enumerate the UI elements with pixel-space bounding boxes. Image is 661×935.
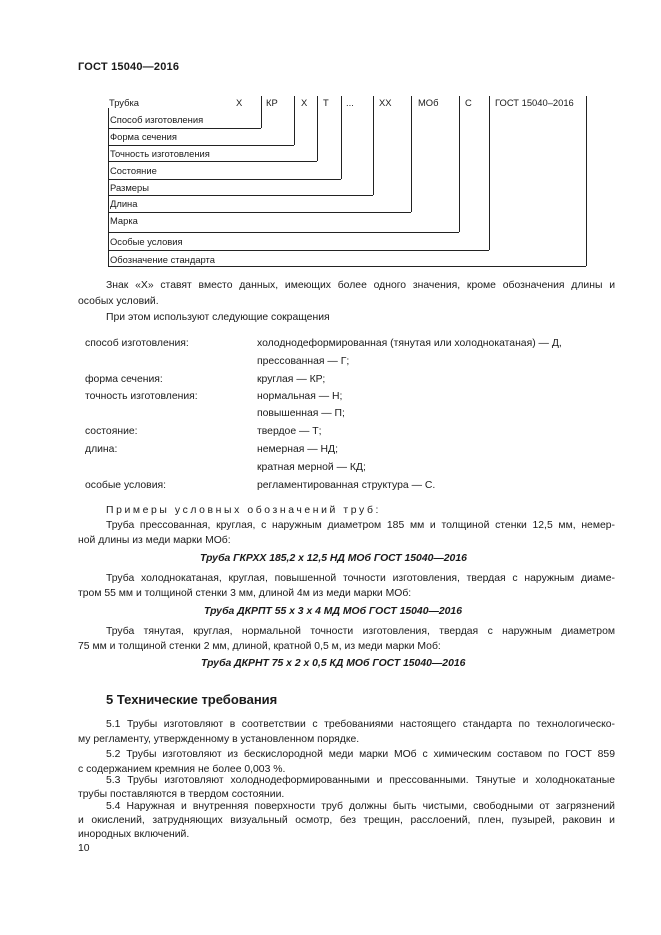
abbrev-accuracy-label: точность изготовления: (85, 391, 198, 402)
para-5-2-line-2: с содержанием кремния не более 0,003 %. (78, 764, 286, 775)
example-2-designation: Труба ДКРПТ 55 х 3 х 4 МД МОб ГОСТ 15040—2016 (204, 606, 462, 617)
scheme-leader-shape (294, 96, 295, 145)
section-5-title: 5 Технические требования (106, 692, 278, 707)
scheme-code-state: Т (323, 97, 329, 108)
intro-line-3: При этом используют следующие сокращения (106, 312, 330, 323)
scheme-hline-method (108, 128, 261, 129)
abbrev-length-value-2: кратная мерной — КД; (257, 462, 366, 473)
scheme-row-length: Длина (110, 198, 138, 209)
example-2-line-1: Труба холоднокатаная, круглая, повышенной точности изготовления, твердая с наружным диаме- (106, 573, 615, 584)
scheme-hline-accuracy (108, 161, 317, 162)
scheme-code-length: XX (379, 97, 392, 108)
example-1-designation: Труба ГКРХХ 185,2 х 12,5 НД МОб ГОСТ 15040—2016 (200, 553, 467, 564)
page-number: 10 (78, 843, 90, 854)
abbrev-state-label: состояние: (85, 426, 138, 437)
scheme-row-sizes: Размеры (110, 182, 149, 193)
scheme-row-shape: Форма сечения (110, 131, 177, 142)
para-5-4-line-3: инородных включений. (78, 829, 190, 840)
example-3-line-2: 75 мм и толщиной стенки 2 мм, длиной, кратной 0,5 м, из меди марки Моб: (78, 641, 441, 652)
scheme-hline-sizes (108, 195, 373, 196)
abbrev-method-value-1: холоднодеформированная (тянутая или холоднокатаная) — Д, (257, 338, 562, 349)
scheme-row-accuracy: Точность изготовления (110, 148, 210, 159)
scheme-left-line (108, 108, 109, 266)
scheme-code-standard: ГОСТ 15040–2016 (495, 97, 574, 108)
scheme-code-special: С (465, 97, 472, 108)
abbrev-length-value-1: немерная — НД; (257, 444, 338, 455)
example-1-line-2: ной длины из меди марки МОб: (78, 535, 231, 546)
scheme-leader-accuracy (317, 96, 318, 161)
scheme-leader-sizes (373, 96, 374, 195)
scheme-code-method: X (236, 97, 243, 108)
example-1-line-1: Труба прессованная, круглая, с наружным диаметром 185 мм и толщиной стенки 12,5 мм, немер- (106, 520, 615, 531)
scheme-leader-standard (586, 96, 587, 266)
scheme-row-standard: Обозначение стандарта (110, 254, 215, 265)
abbrev-special-value-1: регламентированная структура — С. (257, 480, 436, 491)
scheme-leader-length (411, 96, 412, 212)
examples-heading: Примеры условных обозначений труб: (106, 505, 381, 516)
scheme-leader-state (341, 96, 342, 179)
scheme-hline-length (108, 212, 411, 213)
scheme-row-grade: Марка (110, 215, 138, 226)
intro-line-2: особых условий. (78, 296, 159, 307)
example-3-line-1: Труба тянутая, круглая, нормальной точности изготовления, твердая с наружным диаметром (106, 626, 615, 637)
para-5-1-line-2: му регламенту, утвержденному в установленном порядке. (78, 734, 360, 745)
scheme-hline-state (108, 179, 341, 180)
scheme-row-state: Состояние (110, 165, 157, 176)
para-5-3-line-1: 5.3 Трубы изготовляют холоднодеформированными и прессованными. Тянутые и холоднокатаные (106, 775, 615, 786)
abbrev-accuracy-value-1: нормальная — Н; (257, 391, 343, 402)
abbrev-shape-value-1: круглая — КР; (257, 374, 326, 385)
scheme-row-method: Способ изготовления (110, 114, 204, 125)
para-5-2-line-1: 5.2 Трубы изготовляют из бескислородной меди марки МОб с химическим составом по ГОСТ 859 (106, 749, 615, 760)
abbrev-shape-label: форма сечения: (85, 374, 163, 385)
scheme-code-sizes: ... (346, 97, 354, 108)
abbrev-state-value-1: твердое — Т; (257, 426, 322, 437)
abbrev-method-value-2: прессованная — Г; (257, 356, 350, 367)
scheme-leader-grade (459, 96, 460, 232)
scheme-leader-special (489, 96, 490, 250)
scheme-code-grade: МОб (418, 97, 439, 108)
para-5-3-line-2: трубы поставляются в твердом состоянии. (78, 789, 285, 800)
scheme-code-product: Трубка (109, 97, 139, 108)
intro-line-1: Знак «Х» ставят вместо данных, имеющих более одного значения, кроме обозначения длины и (106, 280, 615, 291)
scheme-code-accuracy: X (301, 97, 308, 108)
para-5-4-line-1: 5.4 Наружная и внутренняя поверхности труб должны быть чистыми, свободными от загрязнений (106, 801, 615, 812)
para-5-1-line-1: 5.1 Трубы изготовляют в соответствии с требованиями настоящего стандарта по технологическо- (106, 719, 615, 730)
scheme-hline-grade (108, 232, 459, 233)
scheme-hline-shape (108, 145, 294, 146)
scheme-hline-standard (108, 266, 586, 267)
document-header: ГОСТ 15040—2016 (78, 61, 180, 73)
abbrev-method-label: способ изготовления: (85, 338, 189, 349)
scheme-row-special: Особые условия (110, 236, 183, 247)
example-3-designation: Труба ДКРНТ 75 х 2 х 0,5 КД МОб ГОСТ 15040—2016 (201, 658, 466, 669)
para-5-4-line-2: и окислений, затрудняющих визуальный осмотр, без трещин, расслоений, плен, пузырей, раковин и (78, 815, 615, 826)
example-2-line-2: тром 55 мм и толщиной стенки 3 мм, длиной 4м из меди марки МОб: (78, 588, 412, 599)
scheme-code-shape: КР (266, 97, 278, 108)
scheme-leader-method (261, 96, 262, 128)
abbrev-accuracy-value-2: повышенная — П; (257, 408, 345, 419)
abbrev-length-label: длина: (85, 444, 118, 455)
abbrev-special-label: особые условия: (85, 480, 167, 491)
scheme-hline-special (108, 250, 489, 251)
